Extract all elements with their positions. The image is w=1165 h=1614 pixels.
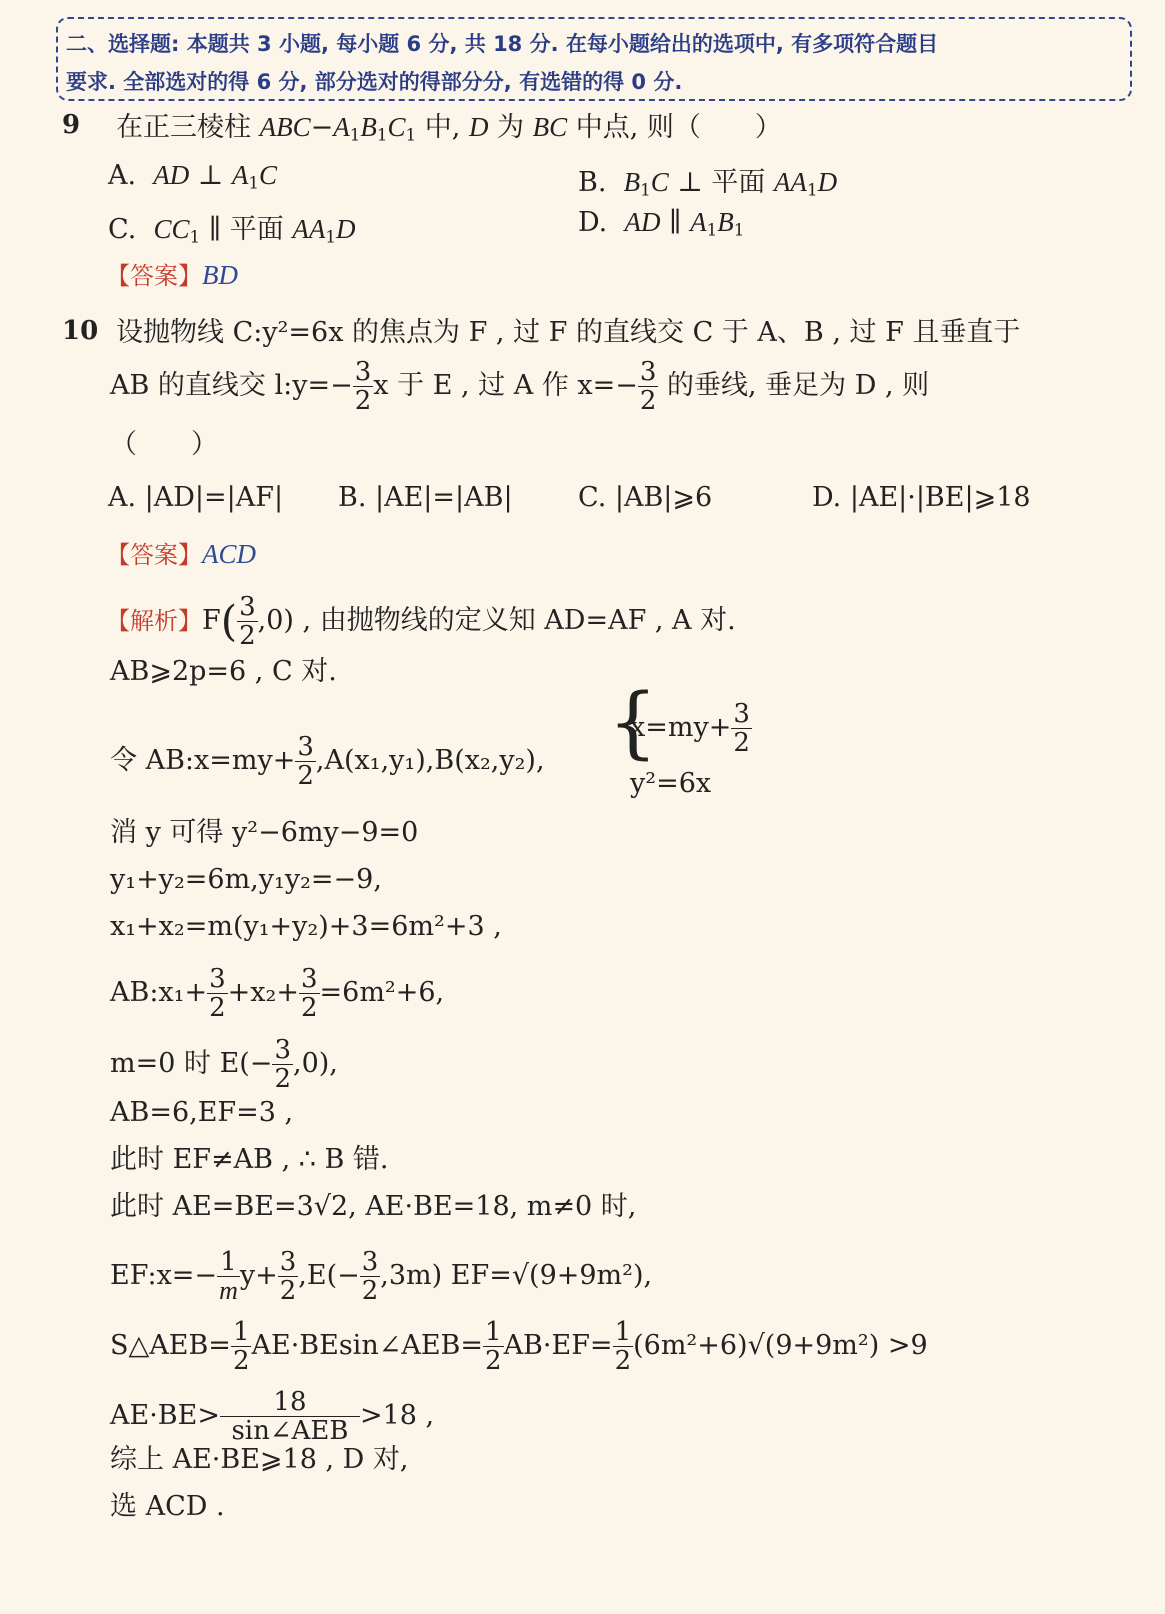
q9-stem: 在正三棱柱 $ABC-A_1B_1C_1$ 中, D 为 BC 中点, 则（ ） (116, 112, 782, 145)
q9-option-a: A. AD ⊥ $A_1C$ (108, 160, 277, 193)
system-eq-1: x=my+ $\frac{3}{2}$ (630, 699, 750, 758)
solution-line-14: AE·BE> $\frac{18}{\text{sin∠AEB}}$ >18 , (110, 1387, 435, 1446)
q10-option-d: D. |AE|·|BE|⩾18 (812, 482, 1031, 513)
solution-line-1: 【解析】F( $\frac{3}{2}$ ,0) , 由抛物线的定义知 AD=AF , A 对. (106, 592, 736, 651)
solution-line-13: S△AEB= $\frac{1}{2}$ AE·BEsin∠AEB= $\frac{1}{2}$ AB·EF= $\frac{1}{2}$ (6m²+6)√(9+9m²) >9 (110, 1317, 928, 1376)
q10-option-a: A. |AD|=|AF| (108, 482, 284, 513)
system-brace: { (608, 678, 658, 768)
solution-line-4: 消 y 可得 y²−6my−9=0 (110, 817, 419, 848)
solution-line-12: EF:x=− $\frac{1}{m}$ y+ $\frac{3}{2}$ ,E(− $\frac{3}{2}$ ,3m) EF=√(9+9m²), (110, 1247, 653, 1306)
q10-stem-line1: 设抛物线 C:y²=6x 的焦点为 F , 过 F 的直线交 C 于 A、B , 过 F 且垂直于 (116, 317, 1021, 348)
solution-line-7: AB:x₁+ $\frac{3}{2}$ +x₂+ $\frac{3}{2}$ =6m²+6, (110, 964, 445, 1023)
solution-line-2: AB⩾2p=6 , C 对. (110, 656, 337, 687)
q9-option-c: C. $CC_1$ ∥ 平面 $AA_1D$ (108, 214, 356, 247)
q10-paren: （ ） (110, 429, 218, 460)
solution-line-5: y₁+y₂=6m,y₁y₂=−9, (110, 864, 382, 895)
solution-line-10: 此时 EF≠AB , ∴ B 错. (110, 1144, 389, 1175)
system-eq-2: y²=6x (630, 768, 712, 799)
section-header-line1: 二、选择题: 本题共 3 小题, 每小题 6 分, 共 18 分. 在每小题给出的选项中, 有多项符合题目 (66, 32, 939, 56)
q10-number: 10 (62, 316, 99, 346)
solution-line-15: 综上 AE·BE⩾18 , D 对, (110, 1444, 409, 1475)
equation-system (608, 678, 808, 800)
q9-number: 9 (62, 110, 81, 140)
section-header-box (56, 17, 1132, 101)
q10-stem-line2: AB 的直线交 l:y=− $\frac{3}{2}$ x 于 E , 过 A 作 x=− $\frac{3}{2}$ 的垂线, 垂足为 D , 则 (110, 357, 930, 416)
solution-line-8: m=0 时 E(− $\frac{3}{2}$ ,0), (110, 1035, 338, 1094)
solution-line-9: AB=6,EF=3 , (110, 1097, 294, 1128)
solution-line-6: x₁+x₂=m(y₁+y₂)+3=6m²+3 , (110, 911, 502, 942)
q9-answer: 【答案】BD (106, 260, 238, 290)
q10-answer: 【答案】ACD (106, 539, 256, 569)
solution-line-11: 此时 AE=BE=3√2, AE·BE=18, m≠0 时, (110, 1191, 637, 1222)
q9-option-b: B. $B_1C$ ⊥ 平面 $AA_1D$ (578, 167, 838, 200)
section-header-line2: 要求. 全部选对的得 6 分, 部分选对的得部分分, 有选错的得 0 分. (66, 70, 683, 94)
solution-line-16: 选 ACD . (110, 1491, 225, 1522)
q9-option-d: D. AD ∥ $A_1B_1$ (578, 207, 745, 240)
q10-option-b: B. |AE|=|AB| (338, 482, 513, 513)
q10-option-c: C. |AB|⩾6 (578, 482, 713, 513)
solution-line-3: 令 AB:x=my+ $\frac{3}{2}$ ,A(x₁,y₁),B(x₂,y₂), (110, 732, 545, 791)
